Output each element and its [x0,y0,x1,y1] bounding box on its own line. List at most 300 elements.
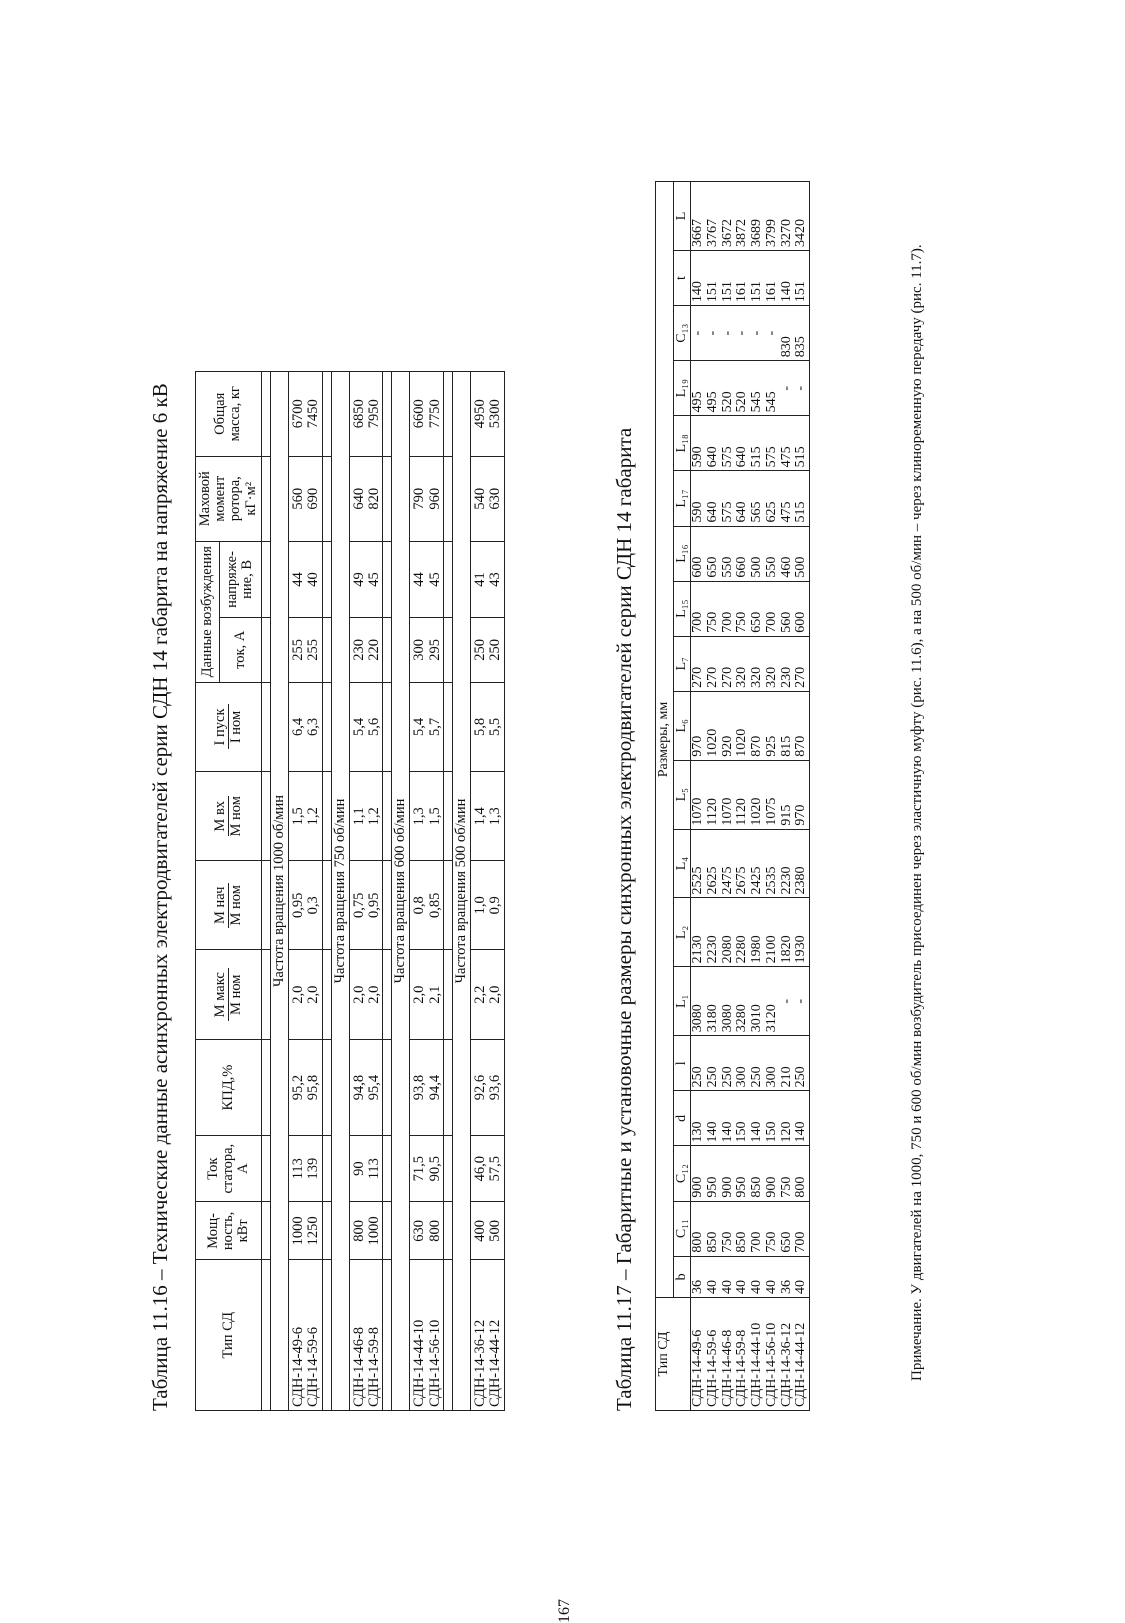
cell: 94,8 [349,1040,367,1136]
cell: 2,0 [349,950,367,1040]
table-row [721,182,736,1411]
motor-type: СДН-14-44-12 [794,1298,809,1411]
table-row [735,182,750,1411]
cell: 870 [750,691,765,760]
cell: 750 [721,1201,736,1256]
cell: 1120 [735,760,750,829]
cell: 700 [750,1201,765,1256]
spacer-cell [383,772,392,861]
cell: 151 [794,250,809,305]
spacer-cell [261,618,270,683]
cell: 250 [488,618,504,683]
cell: 1,3 [488,772,504,861]
cell: 515 [750,416,765,471]
col-excitation: Данные возбуждения [196,541,220,682]
cell: 161 [765,250,780,305]
cell: 250 [706,1036,721,1091]
spacer-cell [443,950,452,1040]
cell: 2100 [765,898,780,967]
table1-caption: Таблица 11.16 – Технические данные асинхронных электродвигателей серии СДН 14 габарита на напряжение 6 кВ [148,383,172,1411]
col-header: L₁₉ [673,361,691,416]
spacer-cell [322,372,331,457]
spacer-cell [443,618,452,683]
cell: 255 [306,618,322,683]
spacer-cell [322,541,331,617]
spacer-cell [383,682,392,772]
table-row [794,182,809,1411]
cell: 3010 [750,967,765,1036]
cell: 640 [706,416,721,471]
col-header: L₄ [673,829,691,898]
spacer-cell [322,1202,331,1260]
cell: 0,95 [367,861,383,950]
cell: 1,5 [289,772,307,861]
cell: 300 [765,1036,780,1091]
cell: 40 [735,1256,750,1297]
cell: 45 [367,541,383,617]
cell: 1070 [691,760,706,829]
col-power: Мощ-ность, кВт [196,1202,262,1260]
motor-type: СДН-14-36-12 [780,1298,795,1411]
motor-type: СДН-14-59-8 [367,1260,383,1411]
spacer-cell [443,1136,452,1202]
cell: 270 [706,636,721,691]
cell: 0,9 [488,861,504,950]
spacer-cell [383,1260,392,1411]
table-row [349,372,367,1411]
cell: 270 [794,636,809,691]
spacer-cell [322,1136,331,1202]
cell: 750 [765,1201,780,1256]
footnote: Примечание. У двигателей на 1000, 750 и 600 об/мин возбудитель присоединен через эластичную муфту (рис. 11.6), а на 500 об/мин – через клиноременную передачу (рис. 11.7). [909,244,925,1381]
cell: 900 [765,1146,780,1201]
spacer-cell [443,372,452,457]
cell: 830 [780,306,795,361]
col-header: C₁₁ [673,1201,691,1256]
cell: - [691,306,706,361]
cell: 1075 [765,760,780,829]
cell: 3080 [691,967,706,1036]
cell: 2280 [735,898,750,967]
col-efficiency: КПД,% [196,1040,262,1136]
spacer-cell [443,541,452,617]
cell: 1,3 [410,772,428,861]
cell: 150 [735,1091,750,1146]
cell: 210 [780,1036,795,1091]
col-header: L₁ [673,967,691,1036]
cell: 151 [750,250,765,305]
cell: 630 [488,456,504,541]
cell: 5,4 [349,682,367,772]
motor-type: СДН-14-36-12 [471,1260,489,1411]
col-header: L₅ [673,760,691,829]
cell: 590 [691,471,706,526]
cell: 1000 [289,1202,307,1260]
cell: 850 [706,1201,721,1256]
cell: 625 [765,471,780,526]
cell: 970 [691,691,706,760]
section-row [392,372,410,1411]
cell: 900 [721,1146,736,1201]
page-number: 167 [556,1599,573,1623]
cell: 1020 [735,691,750,760]
cell: 2,2 [471,950,489,1040]
cell: 93,6 [488,1040,504,1136]
cell: 545 [765,361,780,416]
spacer-cell [261,1040,270,1136]
spacer-cell [261,682,270,772]
cell: 4950 [471,372,489,457]
col-moment: Маховой момент ротора, кГ·м² [196,456,262,541]
section-row [270,372,288,1411]
col-mstart: М нач М ном [196,861,262,950]
spacer-cell [383,1202,392,1260]
spacer-cell [261,1202,270,1260]
cell: 600 [794,581,809,636]
cell: 2675 [735,829,750,898]
cell: 2,0 [289,950,307,1040]
cell: 835 [794,306,809,361]
cell: 1250 [306,1202,322,1260]
col-exc-voltage: напряже-ние, В [219,541,261,617]
spacer-cell [261,772,270,861]
cell: - [750,306,765,361]
cell: 0,75 [349,861,367,950]
cell: 2,0 [488,950,504,1040]
cell: 6,3 [306,682,322,772]
cell: 140 [780,250,795,305]
cell: 820 [367,456,383,541]
cell: 120 [780,1091,795,1146]
table-row [428,372,444,1411]
cell: 915 [780,760,795,829]
cell: 850 [735,1201,750,1256]
spacer-cell [383,618,392,683]
cell: 2,1 [428,950,444,1040]
col-header: L₁₆ [673,526,691,581]
col-header: L₂ [673,898,691,967]
cell: 560 [289,456,307,541]
cell: 640 [735,416,750,471]
spacer-cell [261,861,270,950]
cell: 3672 [721,182,736,251]
cell: 500 [750,526,765,581]
motor-type: СДН-14-56-10 [428,1260,444,1411]
motor-type: СДН-14-49-6 [289,1260,307,1411]
cell: 250 [471,618,489,683]
cell: 630 [410,1202,428,1260]
cell: 650 [706,526,721,581]
cell: 44 [410,541,428,617]
cell: 95,2 [289,1040,307,1136]
cell: 1,1 [349,772,367,861]
spacer-row [261,372,270,1411]
col-header: L₁₇ [673,471,691,526]
cell: 700 [794,1201,809,1256]
cell: 950 [706,1146,721,1201]
table-row [691,182,706,1411]
spacer-row [322,372,331,1411]
cell: 0,3 [306,861,322,950]
cell: 6700 [289,372,307,457]
cell: 36 [780,1256,795,1297]
cell: 3872 [735,182,750,251]
cell: 49 [349,541,367,617]
col-type: Тип СД [196,1260,262,1411]
spacer-cell [261,950,270,1040]
table-row [706,182,721,1411]
cell: 900 [691,1146,706,1201]
col-header: L [673,182,691,251]
cell: 71,5 [410,1136,428,1202]
cell: - [721,306,736,361]
motor-type: СДН-14-49-6 [691,1298,706,1411]
cell: 250 [750,1036,765,1091]
cell: 3667 [691,182,706,251]
cell: 36 [691,1256,706,1297]
cell: 3180 [706,967,721,1036]
cell: 92,6 [471,1040,489,1136]
col-mvh: М вх М ном [196,772,262,861]
cell: 140 [706,1091,721,1146]
cell: 500 [488,1202,504,1260]
col-header: L₆ [673,691,691,760]
cell: 800 [349,1202,367,1260]
cell: 150 [765,1091,780,1146]
col-header: L₁₈ [673,416,691,471]
spacer-cell [443,1040,452,1136]
cell: 575 [721,471,736,526]
cell: 5300 [488,372,504,457]
cell: 590 [691,416,706,471]
cell: 520 [721,361,736,416]
cell: 515 [794,471,809,526]
cell: 250 [794,1036,809,1091]
cell: 650 [780,1201,795,1256]
cell: 1,4 [471,772,489,861]
cell: 151 [721,250,736,305]
spacer-cell [322,1260,331,1411]
cell: 300 [410,618,428,683]
cell: 44 [289,541,307,617]
cell: 5,6 [367,682,383,772]
cell: 250 [721,1036,736,1091]
cell: 3799 [765,182,780,251]
motor-type: СДН-14-44-10 [750,1298,765,1411]
cell: 560 [780,581,795,636]
table-row [780,182,795,1411]
cell: 1980 [750,898,765,967]
spacer-cell [261,372,270,457]
cell: 140 [750,1091,765,1146]
motor-type: СДН-14-59-6 [706,1298,721,1411]
cell: 40 [794,1256,809,1297]
cell: 1020 [750,760,765,829]
cell: 320 [765,636,780,691]
cell: 1820 [780,898,795,967]
cell: 690 [306,456,322,541]
cell: 700 [765,581,780,636]
col-header: b [673,1256,691,1297]
section-title: Частота вращения 750 об/мин [331,372,349,1411]
cell: - [780,361,795,416]
cell: 5,5 [488,682,504,772]
cell: 1,2 [367,772,383,861]
cell: 700 [721,581,736,636]
cell: 139 [306,1136,322,1202]
cell: 550 [765,526,780,581]
cell: 161 [735,250,750,305]
table-row [306,372,322,1411]
cell: 1000 [367,1202,383,1260]
col-mass: Общая масса, кг [196,372,262,457]
cell: 40 [706,1256,721,1297]
cell: 400 [471,1202,489,1260]
cell: 0,85 [428,861,444,950]
cell: 2475 [721,829,736,898]
cell: 750 [706,581,721,636]
tech-data-table [195,371,505,1411]
cell: 475 [780,471,795,526]
table-row [289,372,307,1411]
cell: 2535 [765,829,780,898]
cell: 95,4 [367,1040,383,1136]
spacer-cell [322,618,331,683]
spacer-cell [383,541,392,617]
cell: 40 [765,1256,780,1297]
table-row [471,372,489,1411]
cell: 255 [289,618,307,683]
cell: 93,8 [410,1040,428,1136]
cell: 90 [349,1136,367,1202]
table-row [750,182,765,1411]
cell: 130 [691,1091,706,1146]
cell: 750 [735,581,750,636]
cell: 800 [794,1146,809,1201]
col-header: L₁₅ [673,581,691,636]
col-mmax: М макс М ном [196,950,262,1040]
cell: 230 [780,636,795,691]
cell: 295 [428,618,444,683]
cell: 575 [721,416,736,471]
cell: 113 [367,1136,383,1202]
cell: 520 [735,361,750,416]
cell: - [735,306,750,361]
cell: 2425 [750,829,765,898]
cell: 140 [721,1091,736,1146]
cell: 3420 [794,182,809,251]
col-header: d [673,1091,691,1146]
cell: 850 [750,1146,765,1201]
cell: 270 [721,636,736,691]
cell: 6600 [410,372,428,457]
cell: 94,4 [428,1040,444,1136]
cell: 140 [691,250,706,305]
col-header: C₁₂ [673,1146,691,1201]
spacer-cell [383,456,392,541]
spacer-cell [443,1202,452,1260]
col-type: Тип СД [656,1298,691,1411]
cell: 1,0 [471,861,489,950]
table-row [410,372,428,1411]
cell: 640 [706,471,721,526]
spacer-cell [261,541,270,617]
cell: 2130 [691,898,706,967]
spacer-cell [443,1260,452,1411]
motor-type: СДН-14-46-8 [721,1298,736,1411]
cell: 515 [794,416,809,471]
section-title: Частота вращения 600 об/мин [392,372,410,1411]
col-exc-current: ток, А [219,618,261,683]
spacer-cell [322,456,331,541]
cell: 2,0 [410,950,428,1040]
spacer-cell [261,456,270,541]
cell: 540 [471,456,489,541]
cell: 575 [765,416,780,471]
cell: 3270 [780,182,795,251]
section-row [452,372,470,1411]
spacer-cell [383,1136,392,1202]
cell: 1,2 [306,772,322,861]
cell: 7950 [367,372,383,457]
cell: 3767 [706,182,721,251]
spacer-cell [261,1260,270,1411]
cell: 960 [428,456,444,541]
cell: 2380 [794,829,809,898]
cell: 920 [721,691,736,760]
cell: 1120 [706,760,721,829]
cell: 2,0 [367,950,383,1040]
spacer-cell [443,772,452,861]
cell: 495 [706,361,721,416]
section-row [331,372,349,1411]
cell: 3689 [750,182,765,251]
cell: 6,4 [289,682,307,772]
table2-caption: Таблица 11.17 – Габаритные и установочные размеры синхронных электродвигателей серии СДН 14 габарита [612,427,636,1411]
cell: 40 [750,1256,765,1297]
section-title: Частота вращения 500 об/мин [452,372,470,1411]
cell: 800 [691,1201,706,1256]
cell: 40 [721,1256,736,1297]
spacer-cell [322,1040,331,1136]
cell: 2080 [721,898,736,967]
cell: 640 [349,456,367,541]
cell: 545 [750,361,765,416]
spacer-row [443,372,452,1411]
cell: 2625 [706,829,721,898]
table-row [367,372,383,1411]
cell: 270 [691,636,706,691]
col-dims: Размеры, мм [656,182,674,1298]
cell: 495 [691,361,706,416]
cell: 46,0 [471,1136,489,1202]
cell: 43 [488,541,504,617]
table-row [488,372,504,1411]
spacer-cell [322,861,331,950]
spacer-cell [443,456,452,541]
cell: 475 [780,416,795,471]
cell: 660 [735,526,750,581]
motor-type: СДН-14-44-10 [410,1260,428,1411]
cell: 2230 [780,829,795,898]
cell: 800 [428,1202,444,1260]
cell: 650 [750,581,765,636]
cell: - [765,306,780,361]
cell: - [780,967,795,1036]
cell: 1020 [706,691,721,760]
cell: 1,5 [428,772,444,861]
motor-type: СДН-14-59-8 [735,1298,750,1411]
